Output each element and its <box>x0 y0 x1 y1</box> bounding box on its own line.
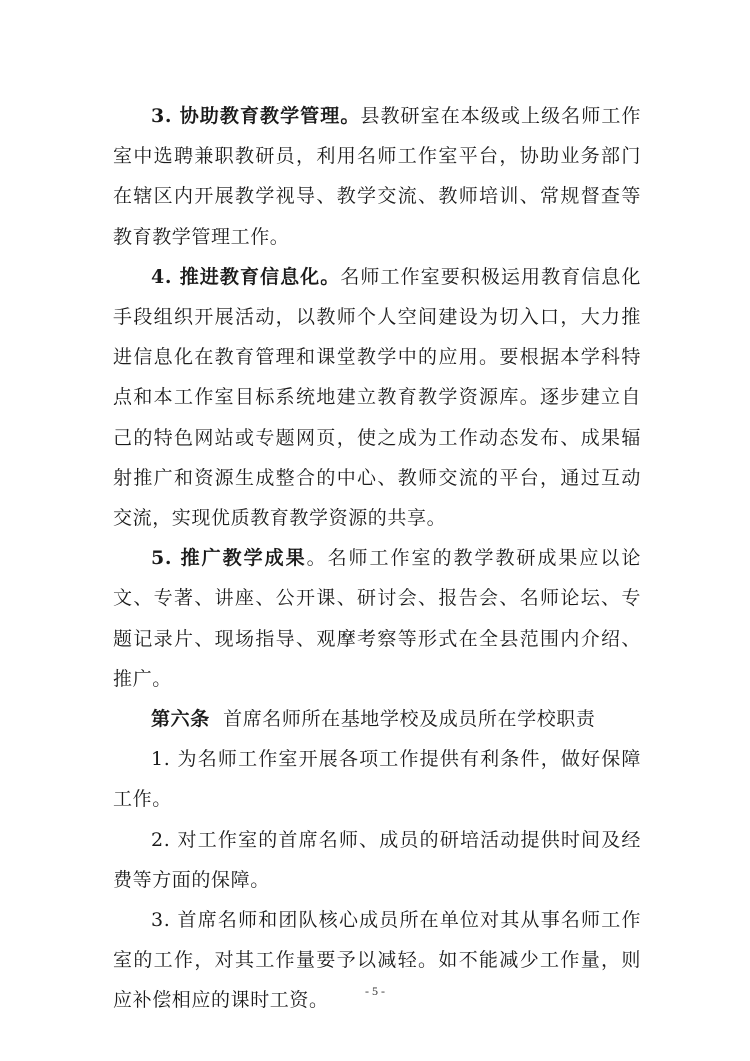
paragraph-text: 。名师工作室的教学教研成果应以论文、专著、讲座、公开课、研讨会、报告会、名师论坛、专题记录片、现场指导、观摩考察等形式在全县范围内介绍、推广。 <box>113 547 641 690</box>
paragraph-text: 县教研室在本级或上级名师工作室中选聘兼职教研员，利用名师工作室平台，协助业务部门在辖区内开展教学视导、教学交流、教师培训、常规督查等教育教学管理工作。 <box>113 105 641 248</box>
paragraph-item-3 <box>113 96 641 257</box>
paragraph-article-6-item-3 <box>113 900 641 1021</box>
article-heading: 第六条 <box>151 708 210 731</box>
paragraph-text: 1. 为名师工作室开展各项工作提供有利条件，做好保障工作。 <box>113 748 641 811</box>
paragraph-heading: 5. 推广教学成果 <box>151 547 307 570</box>
paragraph-text: 名师工作室要积极运用教育信息化手段组织开展活动，以教师个人空间建设为切入口，大力推进信息化在教育管理和课堂教学中的应用。要根据本学科特点和本工作室目标系统地建立教育教学资源库。逐步建立自己的特色网站或专题网页，使之成为工作动态发布、成果辐射推广和资源生成整合的中心、教师交流的平台，通过互动交流，实现优质教育教学资源的共享。 <box>113 265 641 530</box>
paragraph-item-5 <box>113 538 641 699</box>
paragraph-heading: 4. 推进教育信息化。 <box>151 265 341 288</box>
paragraph-item-4 <box>113 257 641 538</box>
article-title-text: 首席名师所在基地学校及成员所在学校职责 <box>209 708 596 731</box>
article-6-title <box>113 699 641 739</box>
paragraph-article-6-item-1 <box>113 739 641 819</box>
paragraph-article-6-item-2 <box>113 820 641 900</box>
page-number: - 5 - <box>365 984 385 998</box>
paragraph-heading: 3. 协助教育教学管理。 <box>151 105 361 127</box>
paragraph-text: 3. 首席名师和团队核心成员所在单位对其从事名师工作室的工作，对其工作量要予以减轻。如不能减少工作量，则应补偿相应的课时工资。 <box>113 909 641 1012</box>
paragraph-text: 2. 对工作室的首席名师、成员的研培活动提供时间及经费等方面的保障。 <box>113 828 641 891</box>
document-body <box>113 96 641 1021</box>
